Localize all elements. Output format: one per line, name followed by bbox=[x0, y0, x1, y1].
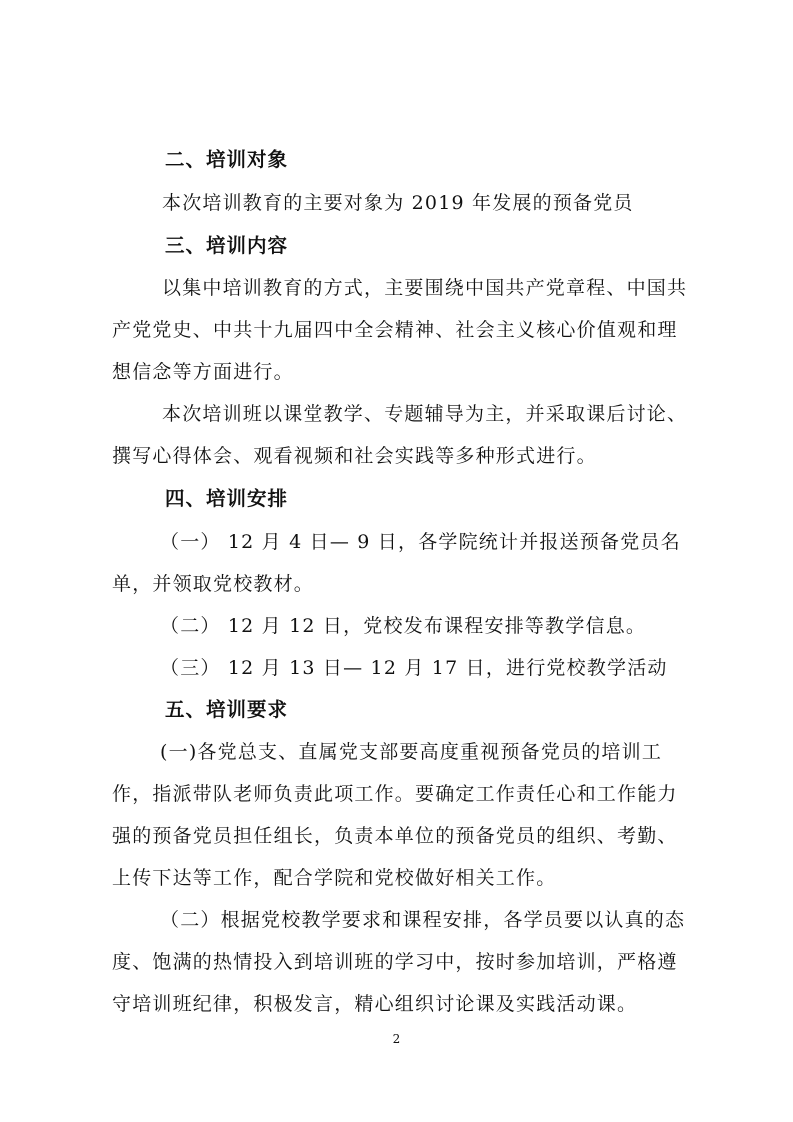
schedule-item: （三） 12 月 13 日— 12 月 17 日，进行党校教学活动 bbox=[160, 657, 668, 679]
schedule-item: （二） 12 月 12 日，党校发布课程安排等教学信息。 bbox=[160, 615, 647, 637]
paragraph-line: 以集中培训教育的方式，主要围绕中国共产党章程、中国共 bbox=[162, 277, 688, 299]
page-number: 2 bbox=[392, 1032, 401, 1046]
paragraph-line: （二）根据党校教学要求和课程安排，各学员要以认真的态 bbox=[160, 909, 686, 931]
paragraph-line: 本次培训班以课堂教学、专题辅导为主，并采取课后讨论、 bbox=[162, 403, 688, 425]
section-heading-training-requirements: 五、培训要求 bbox=[165, 698, 289, 721]
paragraph-line: 作，指派带队老师负责此项工作。要确定工作责任心和工作能力 bbox=[112, 783, 678, 805]
paragraph-line: 撰写心得体会、观看视频和社会实践等多种形式进行。 bbox=[112, 445, 597, 467]
paragraph-line: (一)各党总支、直属党支部要高度重视预备党员的培训工 bbox=[160, 741, 663, 763]
paragraph-line: 本次培训教育的主要对象为 2019 年发展的预备党员 bbox=[162, 192, 634, 214]
paragraph-line: 想信念等方面进行。 bbox=[112, 361, 294, 383]
schedule-item: （一） 12 月 4 日— 9 日，各学院统计并报送预备党员名 bbox=[160, 531, 681, 553]
section-heading-training-schedule: 四、培训安排 bbox=[165, 487, 289, 510]
section-heading-training-content: 三、培训内容 bbox=[165, 234, 289, 257]
paragraph-line: 上传下达等工作，配合学院和党校做好相关工作。 bbox=[112, 867, 557, 889]
section-heading-training-targets: 二、培训对象 bbox=[165, 148, 289, 171]
paragraph-line: 强的预备党员担任组长，负责本单位的预备党员的组织、考勤、 bbox=[112, 825, 678, 847]
paragraph-line: 守培训班纪律，积极发言，精心组织讨论课及实践活动课。 bbox=[112, 993, 638, 1015]
schedule-item: 单，并领取党校教材。 bbox=[112, 573, 315, 595]
paragraph-line: 度、饱满的热情投入到培训班的学习中，按时参加培训，严格遵 bbox=[112, 951, 678, 973]
paragraph-line: 产党党史、中共十九届四中全会精神、社会主义核心价值观和理 bbox=[112, 319, 678, 341]
